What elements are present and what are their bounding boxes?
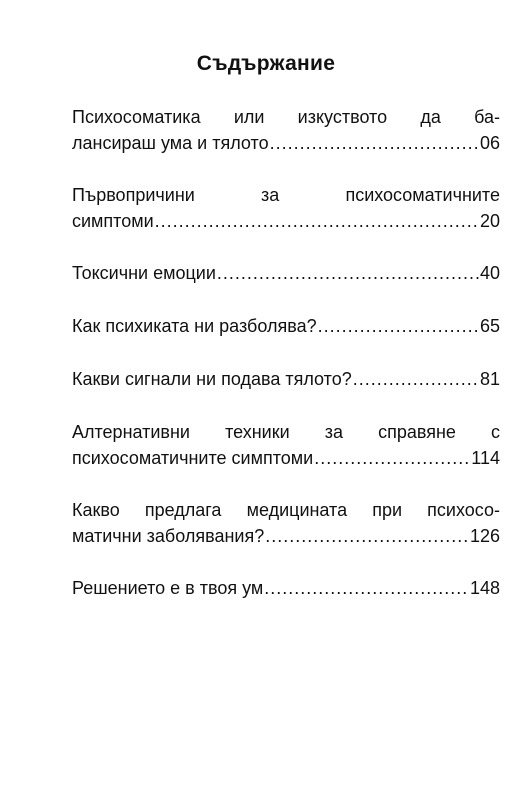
- toc-entry-leader-line: [72, 130, 500, 156]
- toc-entry-title-line: матични заболявания?: [72, 526, 265, 546]
- toc-entry-page-number: 20: [479, 211, 500, 231]
- toc-entry: [72, 497, 500, 549]
- toc-entry-page-number: 148: [469, 578, 500, 598]
- toc-entry-leader-line: [72, 313, 500, 339]
- toc-entry-title-line: Решението е в твоя ум: [72, 578, 264, 598]
- toc-entry-leader-line: [72, 208, 500, 234]
- toc-entry-title-line: Какво предлага медицината при психосо-: [72, 500, 500, 520]
- toc-entry-leader-line: [72, 260, 500, 286]
- dot-leader: [270, 130, 479, 156]
- toc-entry-page-number: 126: [469, 526, 500, 546]
- dot-leader: [318, 313, 479, 339]
- toc-entry-title-line: симптоми: [72, 211, 154, 231]
- toc-entry-page-number: 06: [479, 133, 500, 153]
- dot-leader: [217, 260, 479, 286]
- toc-entry-leader-line: [72, 445, 500, 471]
- toc-entry-page-number: 114: [471, 448, 500, 468]
- toc-entry: [72, 182, 500, 234]
- toc-entry: [72, 260, 500, 286]
- toc-entry: [72, 575, 500, 601]
- toc-entry-title-line: Какви сигнали ни подава тялото?: [72, 369, 352, 389]
- toc-entry-title-line: Психосоматика или изкуството да ба-: [72, 107, 500, 127]
- toc-list: [72, 104, 500, 628]
- dot-leader: [264, 575, 469, 601]
- toc-entry-title-line: лансираш ума и тялото: [72, 133, 269, 153]
- toc-entry-leader-line: [72, 366, 500, 392]
- dot-leader: [155, 208, 479, 234]
- toc-entry-page-number: 40: [479, 263, 500, 283]
- toc-entry-title-line: психосоматичните симптоми: [72, 448, 314, 468]
- toc-entry-leader-line: [72, 575, 500, 601]
- toc-entry-page-number: 81: [479, 369, 500, 389]
- dot-leader: [314, 445, 470, 471]
- dot-leader: [265, 523, 469, 549]
- toc-entry-title-line: Токсични емоции: [72, 263, 216, 283]
- toc-entry: [72, 104, 500, 156]
- toc-entry-title-line: Как психиката ни разболява?: [72, 316, 317, 336]
- toc-entry: [72, 313, 500, 339]
- toc-entry: [72, 419, 500, 471]
- toc-entry-title-line: Алтернативни техники за справяне с: [72, 422, 500, 442]
- toc-entry: [72, 366, 500, 392]
- toc-entry-title-line: Първопричини за психосоматичните: [72, 185, 500, 205]
- dot-leader: [353, 366, 479, 392]
- toc-title: Съдържание: [196, 52, 336, 75]
- toc-entry-leader-line: [72, 523, 500, 549]
- toc-entry-page-number: 65: [479, 316, 500, 336]
